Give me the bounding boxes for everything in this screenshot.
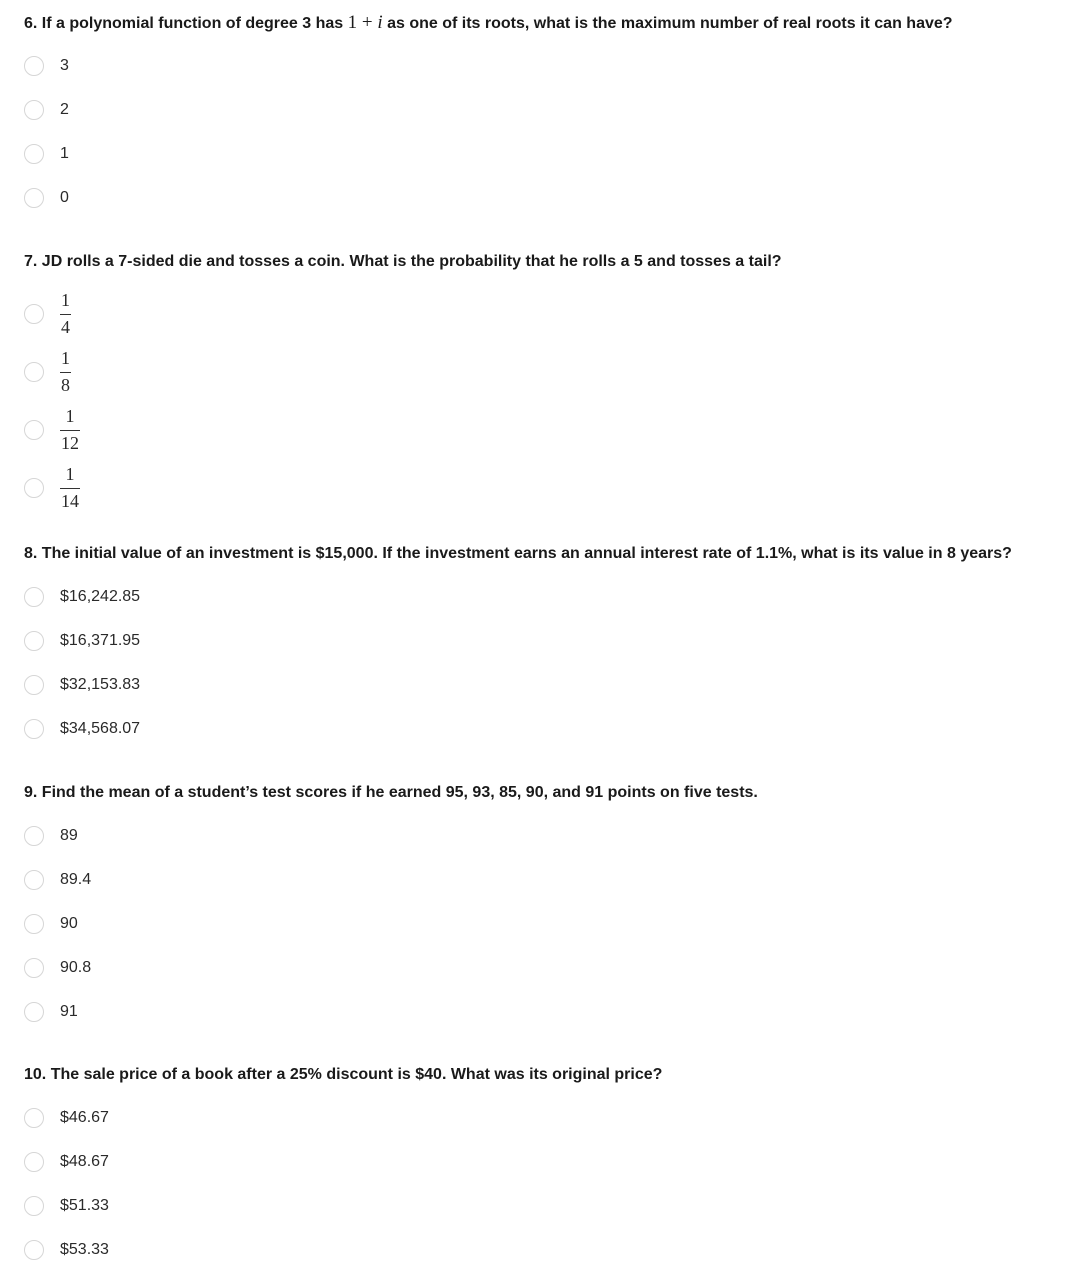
- question-9-title: 9. Find the mean of a student’s test scores if he earned 95, 93, 85, 90, and 91 points on five tests.: [24, 784, 758, 801]
- fraction-label: [60, 464, 80, 512]
- question-8-option-1[interactable]: [24, 587, 140, 607]
- math-number: 1: [347, 12, 358, 33]
- question-6-option-1[interactable]: [24, 56, 69, 76]
- fraction-bar: [60, 430, 80, 431]
- question-7-option-2[interactable]: [24, 348, 71, 396]
- question-6-title-suffix: as one of its roots, what is the maximum number of real roots it can have?: [387, 15, 953, 32]
- option-label: 90.8: [60, 959, 92, 976]
- radio-button[interactable]: [24, 826, 44, 846]
- question-10-title: 10. The sale price of a book after a 25% discount is $40. What was its original price?: [24, 1066, 663, 1083]
- radio-button[interactable]: [24, 56, 44, 76]
- question-7-option-3[interactable]: [24, 406, 80, 454]
- radio-button[interactable]: [24, 362, 44, 382]
- question-10-option-4[interactable]: [24, 1240, 109, 1260]
- question-10-option-1[interactable]: [24, 1108, 109, 1128]
- radio-button[interactable]: [24, 631, 44, 651]
- option-label: $48.67: [60, 1153, 109, 1170]
- fraction-label: [60, 348, 71, 396]
- question-6-option-3[interactable]: [24, 144, 69, 164]
- question-7-option-1[interactable]: [24, 290, 71, 338]
- fraction-numerator: 1: [61, 290, 70, 310]
- question-9-option-2[interactable]: [24, 870, 91, 890]
- option-label: $16,242.85: [60, 588, 141, 605]
- radio-button[interactable]: [24, 958, 44, 978]
- radio-button[interactable]: [24, 1002, 44, 1022]
- option-label: $53.33: [60, 1241, 109, 1258]
- question-8-option-3[interactable]: [24, 675, 140, 695]
- radio-button[interactable]: [24, 719, 44, 739]
- radio-button[interactable]: [24, 144, 44, 164]
- radio-button[interactable]: [24, 914, 44, 934]
- question-6-option-2[interactable]: [24, 100, 69, 120]
- option-label: 2: [60, 101, 69, 118]
- radio-button[interactable]: [24, 587, 44, 607]
- fraction-numerator: 1: [65, 464, 75, 484]
- radio-button[interactable]: [24, 478, 44, 498]
- question-7-title: 7. JD rolls a 7-sided die and tosses a coin. What is the probability that he rolls a 5 and tosses a tail?: [24, 253, 782, 270]
- fraction-denominator: 8: [61, 375, 70, 395]
- question-8-option-4[interactable]: [24, 719, 140, 739]
- option-label: $34,568.07: [60, 720, 141, 737]
- fraction-numerator: 1: [65, 406, 75, 426]
- question-8-option-2[interactable]: [24, 631, 140, 651]
- question-6-title-prefix: 6. If a polynomial function of degree 3 has: [24, 15, 344, 32]
- question-7: [24, 252, 782, 272]
- question-6-title: [24, 13, 953, 34]
- option-label: $32,153.83: [60, 676, 141, 693]
- question-8: [24, 544, 1012, 564]
- option-label: 91: [60, 1003, 78, 1020]
- option-label: $16,371.95: [60, 632, 141, 649]
- radio-button[interactable]: [24, 420, 44, 440]
- radio-button[interactable]: [24, 1152, 44, 1172]
- radio-button[interactable]: [24, 1108, 44, 1128]
- fraction-label: [60, 290, 71, 338]
- question-8-title: 8. The initial value of an investment is $15,000. If the investment earns an annual interest rate of 1.1%, what is its value in 8 years?: [24, 545, 1012, 562]
- question-9-option-1[interactable]: [24, 826, 78, 846]
- fraction-denominator: 4: [61, 317, 70, 337]
- radio-button[interactable]: [24, 1196, 44, 1216]
- question-9-option-5[interactable]: [24, 1002, 78, 1022]
- fraction-bar: [60, 314, 71, 315]
- radio-button[interactable]: [24, 188, 44, 208]
- question-6-math-expression: [348, 12, 383, 33]
- question-7-option-4[interactable]: [24, 464, 80, 512]
- math-operator: +: [361, 12, 373, 33]
- option-label: 89.4: [60, 871, 92, 888]
- option-label: 89: [60, 827, 78, 844]
- option-label: 3: [60, 57, 69, 74]
- radio-button[interactable]: [24, 675, 44, 695]
- fraction-bar: [60, 488, 80, 489]
- option-label: $46.67: [60, 1109, 109, 1126]
- fraction-denominator: 14: [61, 491, 79, 511]
- fraction-numerator: 1: [61, 348, 70, 368]
- option-label: $51.33: [60, 1197, 109, 1214]
- radio-button[interactable]: [24, 100, 44, 120]
- question-10: [24, 1065, 662, 1085]
- fraction-label: [60, 406, 80, 454]
- option-label: 1: [60, 145, 69, 162]
- option-label: 90: [60, 915, 78, 932]
- math-variable: i: [377, 12, 383, 33]
- radio-button[interactable]: [24, 870, 44, 890]
- question-9-option-3[interactable]: [24, 914, 78, 934]
- question-6: [24, 13, 953, 34]
- question-9: [24, 783, 758, 803]
- radio-button[interactable]: [24, 304, 44, 324]
- question-6-option-4[interactable]: [24, 188, 69, 208]
- option-label: 0: [60, 189, 69, 206]
- fraction-denominator: 12: [61, 433, 79, 453]
- radio-button[interactable]: [24, 1240, 44, 1260]
- fraction-bar: [60, 372, 71, 373]
- question-10-option-2[interactable]: [24, 1152, 109, 1172]
- question-9-option-4[interactable]: [24, 958, 91, 978]
- question-10-option-3[interactable]: [24, 1196, 109, 1216]
